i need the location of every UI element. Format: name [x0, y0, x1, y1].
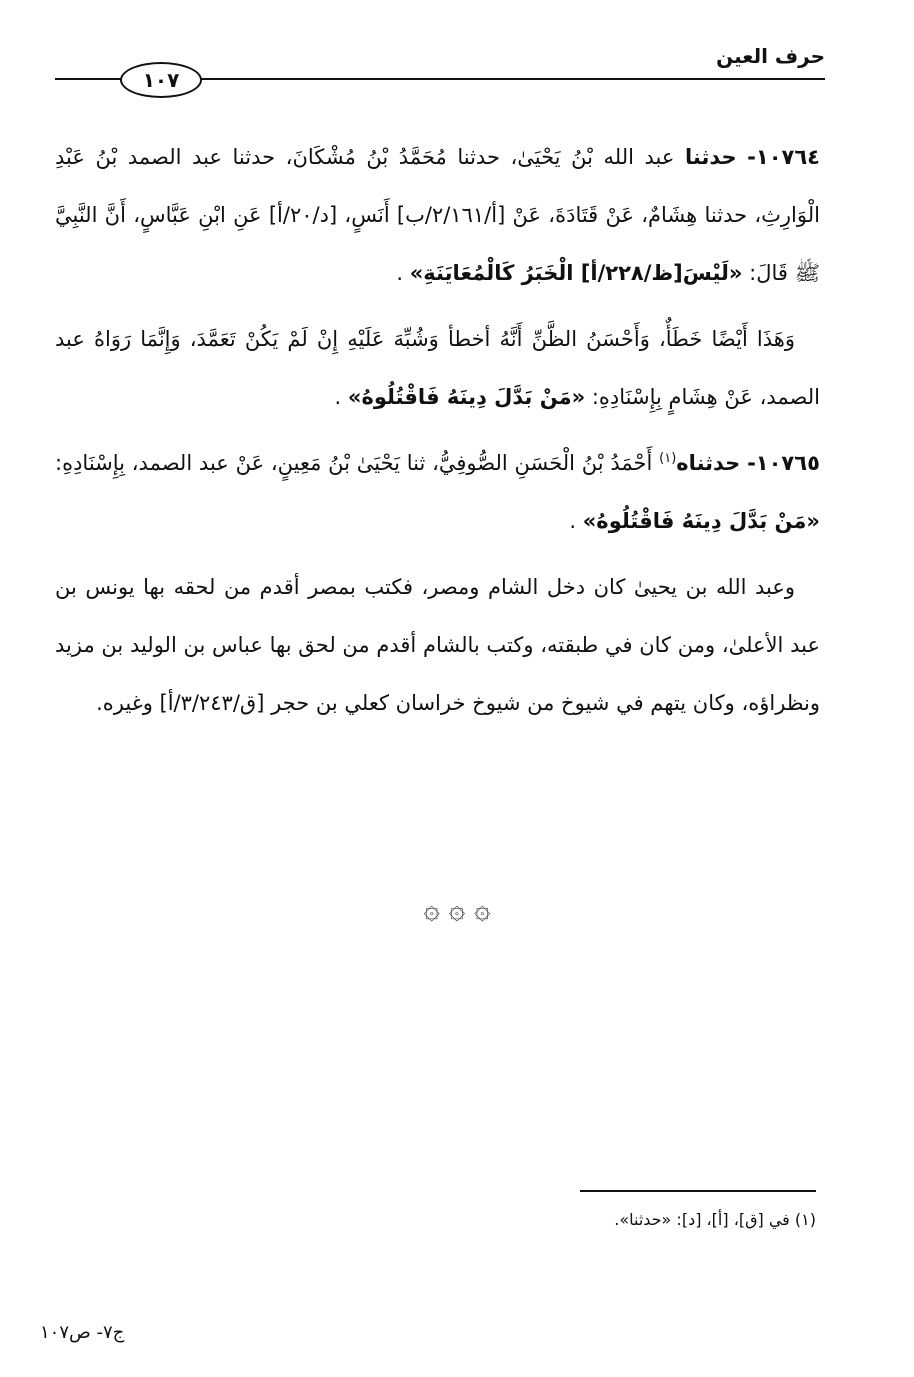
- commentary-quote: «مَنْ بَدَّلَ دِينَهُ فَاقْتُلُوهُ»: [347, 385, 586, 409]
- hadith-10764: [55, 128, 820, 302]
- page-header: [55, 40, 825, 110]
- hadith-lead: حدثنا: [684, 145, 737, 169]
- footnote-rule: [580, 1190, 816, 1192]
- hadith-quote: «لَيْسَ[ظ/٢٢٨/أ] الْخَبَرُ كَالْمُعَايَنَةِ»: [409, 261, 743, 285]
- page-number: ١٠٧: [120, 62, 202, 98]
- volume-page-reference: ج٧- ص١٠٧: [40, 1322, 125, 1343]
- commentary-text: وَهَذَا أَيْضًا خَطَأٌ، وَأَحْسَنُ الظَّنِّ أَنَّهُ أخطأ وَشُبِّهَ عَلَيْهِ إِنْ لَمْ يَكُنْ تَعَمَّدَ، وَإِنَّمَا رَوَاهُ عبد الصمد، عَنْ هِشَامٍ بِإِسْنَادِهِ:: [55, 327, 820, 409]
- hadith-number: ١٠٧٦٥-: [747, 451, 820, 475]
- hadith-10765: [55, 434, 820, 550]
- commentary-end: .: [334, 385, 342, 409]
- hadith-text: أَحْمَدُ بْنُ الْحَسَنِ الصُّوفِيُّ، ثنا يَحْيَىٰ بْنُ مَعِينٍ، عَنْ عبد الصمد، بِإِسْنَادِهِ:: [55, 451, 653, 475]
- footnote-marker: (١): [659, 451, 677, 466]
- main-text: [55, 128, 820, 740]
- footnote: (١) في [ق]، [أ]، [د]: «حدثنا».: [614, 1210, 816, 1229]
- commentary-2: [55, 558, 820, 732]
- commentary-text: وعبد الله بن يحيىٰ كان دخل الشام ومصر، فكتب بمصر أقدم من لحقه بها يونس بن عبد الأعلىٰ، ومن كان في طبقته، وكتب بالشام أقدم من لحق بها عباس بن الوليد بن مزيد ونظراؤه، وكان يتهم في شيوخ من شيوخ خراسان كعلي بن حجر [ق/٣/٢٤٣/أ] وغيره.: [55, 575, 820, 715]
- hadith-end: .: [569, 509, 577, 533]
- hadith-quote: «مَنْ بَدَّلَ دِينَهُ فَاقْتُلُوهُ»: [582, 509, 820, 533]
- ornament-divider: ۞ ۞ ۞: [423, 892, 491, 925]
- commentary-1: [55, 310, 820, 426]
- hadith-text: عبد الله بْنُ يَحْيَىٰ، حدثنا مُحَمَّدُ بْنُ مُشْكَانَ، حدثنا عبد الصمد بْنُ عَبْدِ الْوَارِثِ، حدثنا هِشَامٌ، عَنْ قَتَادَةَ، عَنْ [أ/٢/١٦١/ب] أَنَسٍ، [د/٢٠/أ] عَنِ ابْنِ عَبَّاسٍ، أَنَّ النَّبِيَّ ﷺ قَالَ:: [55, 145, 820, 285]
- hadith-lead: حدثناه: [676, 451, 741, 475]
- hadith-number: ١٠٧٦٤-: [747, 145, 820, 169]
- hadith-end: .: [396, 261, 404, 285]
- chapter-title: حرف العين: [716, 44, 825, 68]
